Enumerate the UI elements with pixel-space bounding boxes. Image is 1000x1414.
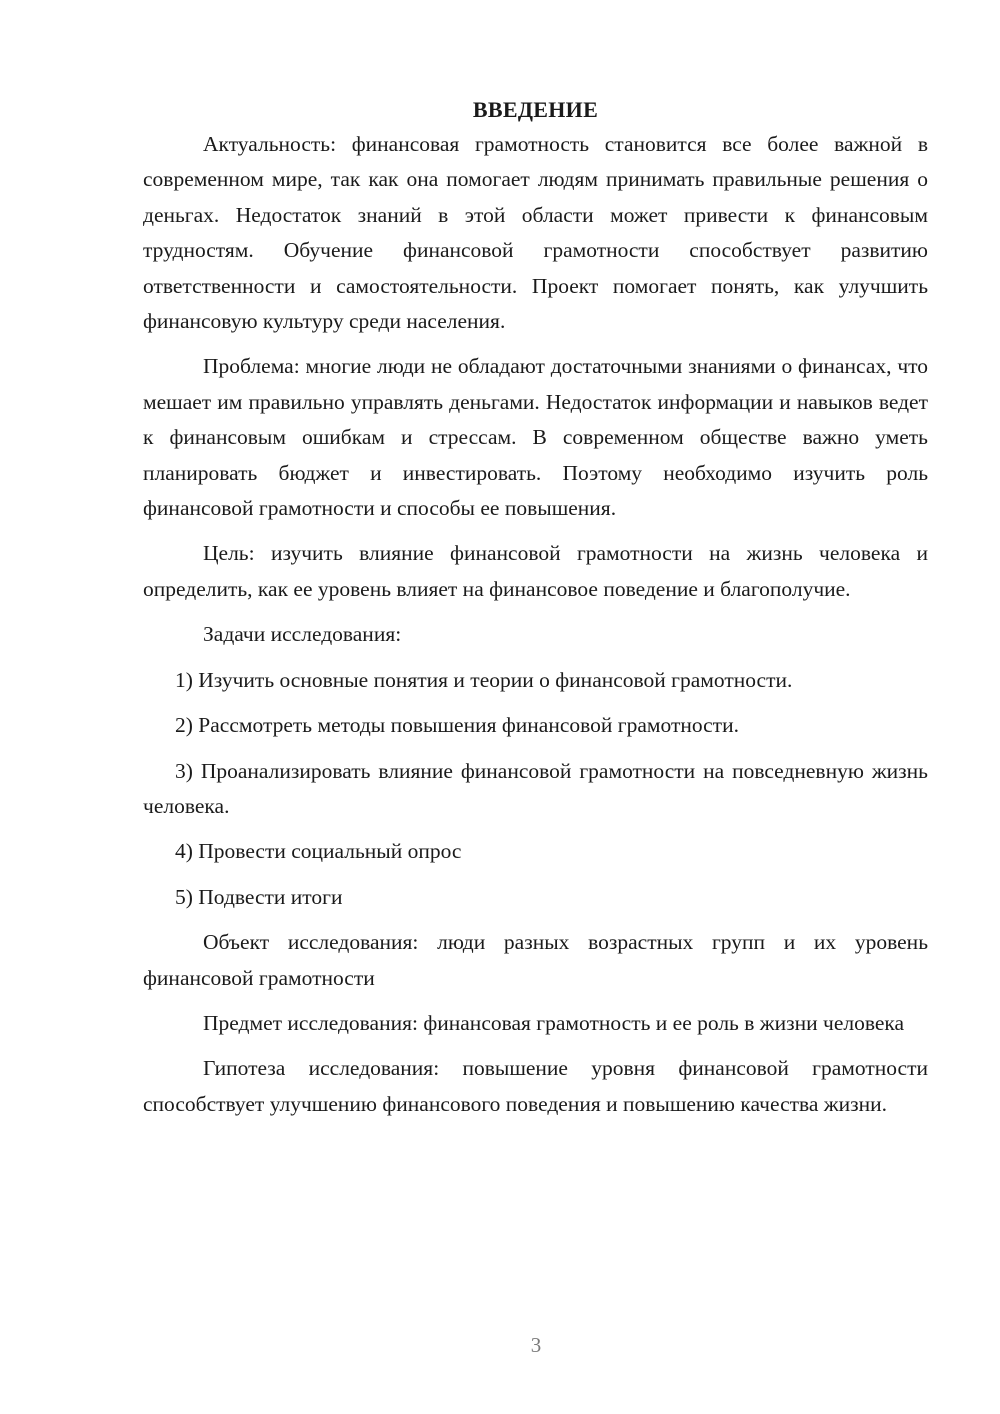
document-page	[143, 92, 928, 1122]
goal-paragraph: Цель: изучить влияние финансовой грамотности на жизнь человека и определить, как ее уровень влияет на финансовое поведение и благополучие.	[143, 541, 928, 601]
object-paragraph: Объект исследования: люди разных возрастных групп и их уровень финансовой грамотности	[143, 930, 928, 990]
hypothesis-paragraph: Гипотеза исследования: повышение уровня финансовой грамотности способствует улучшению финансового поведения и повышению качества жизни.	[143, 1056, 928, 1116]
page-number: 3	[530, 1333, 542, 1357]
task-item-1: 1) Изучить основные понятия и теории о финансовой грамотности.	[175, 667, 793, 692]
task-item-4: 4) Провести социальный опрос	[175, 839, 462, 864]
subject-paragraph: Предмет исследования: финансовая грамотность и ее роль в жизни человека	[203, 1010, 905, 1035]
task-item-2: 2) Рассмотреть методы повышения финансовой грамотности.	[175, 713, 739, 738]
tasks-heading: Задачи исследования:	[203, 622, 402, 647]
task-item-3: 3) Проанализировать влияние финансовой грамотности на повседневную жизнь человека.	[143, 758, 928, 818]
problem-paragraph: Проблема: многие люди не обладают достаточными знаниями о финансах, что мешает им правильно управлять деньгами. Недостаток информации и навыков ведет к финансовым ошибкам и стрессам. В современном обществе важно уметь планировать бюджет и инвестировать. Поэтому необходимо изучить роль финансовой грамотности и способы ее повышения.	[143, 354, 928, 521]
relevance-paragraph: Актуальность: финансовая грамотность становится все более важной в современном мире, так как она помогает людям принимать правильные решения о деньгах. Недостаток знаний в этой области может привести к финансовым трудностям. Обучение финансовой грамотности способствует развитию ответственности и самостоятельности. Проект помогает понять, как улучшить финансовую культуру среди населения.	[143, 132, 928, 334]
task-item-5: 5) Подвести итоги	[175, 884, 343, 909]
page-title: ВВЕДЕНИЕ	[472, 97, 599, 122]
